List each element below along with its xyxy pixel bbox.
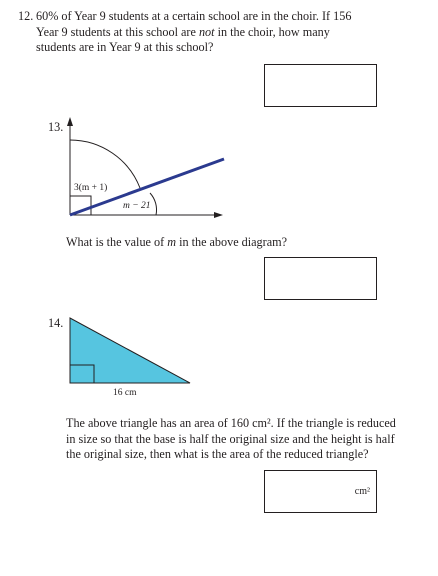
q12-line-1: 60% of Year 9 students at a certain school are in the choir. If 156 — [36, 9, 352, 23]
q14-number: 14. — [48, 316, 64, 330]
angle-label-large: 3(m + 1) — [74, 183, 108, 193]
q14-answer-box[interactable] — [264, 470, 377, 513]
q12-line-2-post: in the choir, how many — [214, 24, 330, 39]
q14-line-2: in size so that the base is half the original size and the height is half — [66, 431, 395, 446]
q14-unit-label: cm² — [354, 486, 370, 497]
q13-question-pre: What is the value of — [66, 235, 168, 249]
triangle-base-label: 16 cm — [113, 388, 137, 398]
q13-number: 13. — [48, 120, 64, 134]
q12-number: 12. — [18, 9, 34, 23]
q13-variable: m — [167, 235, 177, 249]
q12-line-2-pre: Year 9 students at this school are — [36, 24, 199, 39]
angle-label-small: m − 21 — [123, 201, 151, 211]
q14-text — [66, 416, 431, 463]
q14-line-1: The above triangle has an area of 160 cm². If the triangle is reduced — [66, 416, 396, 430]
q12-line-3: students are in Year 9 at this school? — [36, 40, 214, 54]
q13-question-post: in the above diagram? — [176, 235, 288, 249]
q12-emphasis: not — [198, 24, 215, 39]
triangle — [70, 318, 190, 383]
q14-line-3: the original size, then what is the area of the reduced triangle? — [66, 447, 369, 461]
